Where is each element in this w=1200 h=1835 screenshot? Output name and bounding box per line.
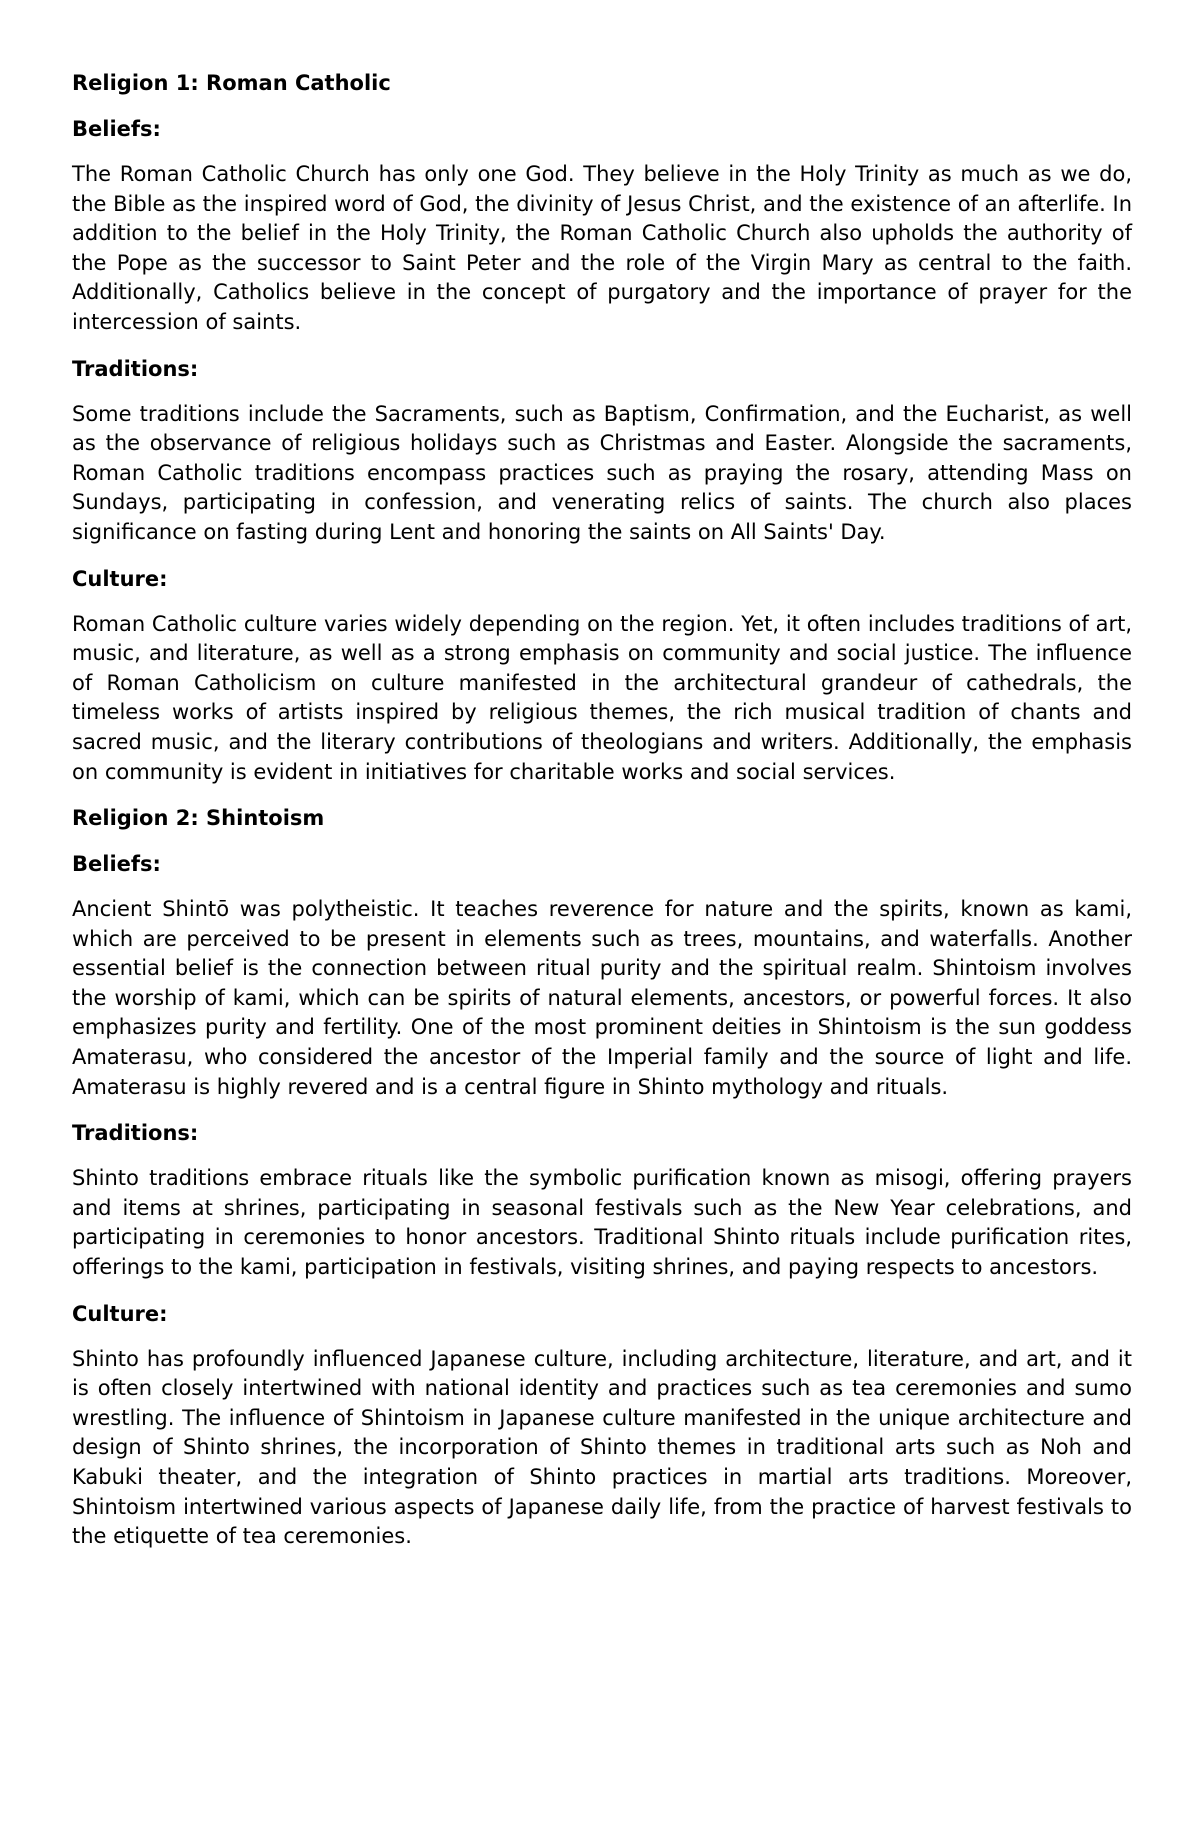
culture-paragraph: Shinto has profoundly influenced Japanese culture, including architecture, literature, and art, and it is often closely intertwined with national identity and practices such as tea ceremonies and sumo wrestling. The influence of Shintoism in Japanese culture manifested in the unique architecture and design of Shinto shrines, the incorporation of Shinto themes in traditional arts such as Noh and Kabuki theater, and the integration of Shinto practices in martial arts traditions. Moreover, Shintoism intertwined various aspects of Japanese daily life, from the practice of harvest festivals to the etiquette of tea ceremonies. [72,1346,1132,1549]
culture-heading: Culture: [72,566,168,591]
traditions-paragraph: Some traditions include the Sacraments, such as Baptism, Confirmation, and the Eucharist, as well as the observance of religious holidays such as Christmas and Easter. Alongside the sacraments, Roman Catholic traditions encompass practices such as praying the rosary, attending Mass on Sundays, participating in confession, and venerating relics of saints. The church also places significance on fasting during Lent and honoring the saints on All Saints' Day. [72,401,1132,544]
section-title: Religion 2: Shintoism [72,806,325,831]
beliefs-paragraph: Ancient Shintō was polytheistic. It teaches reverence for nature and the spirits, known as kami, which are perceived to be present in elements such as trees, mountains, and waterfalls. Another essential belief is the connection between ritual purity and the spiritual realm. Shintoism involves the worship of kami, which can be spirits of natural elements, ancestors, or powerful forces. It also emphasizes purity and fertility. One of the most prominent deities in Shintoism is the sun goddess Amaterasu, who considered the ancestor of the Imperial family and the source of light and life. Amaterasu is highly revered and is a central figure in Shinto mythology and rituals. [72,897,1132,1099]
beliefs-paragraph: The Roman Catholic Church has only one God. They believe in the Holy Trinity as much as we do, the Bible as the inspired word of God, the divinity of Jesus Christ, and the existence of an afterlife. In addition to the belief in the Holy Trinity, the Roman Catholic Church also upholds the authority of the Pope as the successor to Saint Peter and the role of the Virgin Mary as central to the faith. Additionally, Catholics believe in the concept of purgatory and the importance of prayer for the intercession of saints. [72,162,1132,334]
culture-heading: Culture: [72,1301,168,1326]
document-page [72,68,1132,1568]
traditions-paragraph: Shinto traditions embrace rituals like the symbolic purification known as misogi, offering prayers and items at shrines, participating in seasonal festivals such as the New Year celebrations, and participating in ceremonies to honor ancestors. Traditional Shinto rituals include purification rites, offerings to the kami, participation in festivals, visiting shrines, and paying respects to ancestors. [72,1166,1132,1280]
section-shintoism [72,803,1132,1552]
section-roman-catholic [72,68,1132,787]
beliefs-heading: Beliefs: [72,117,161,141]
beliefs-heading: Beliefs: [72,852,161,877]
traditions-heading: Traditions: [72,1121,199,1146]
section-title: Religion 1: Roman Catholic [72,71,391,95]
culture-paragraph: Roman Catholic culture varies widely depending on the region. Yet, it often includes traditions of art, music, and literature, as well as a strong emphasis on community and social justice. The influence of Roman Catholicism on culture manifested in the architectural grandeur of cathedrals, the timeless works of artists inspired by religious themes, the rich musical tradition of chants and sacred music, and the literary contributions of theologians and writers. Additionally, the emphasis on community is evident in initiatives for charitable works and social services. [72,611,1132,784]
traditions-heading: Traditions: [72,356,199,381]
